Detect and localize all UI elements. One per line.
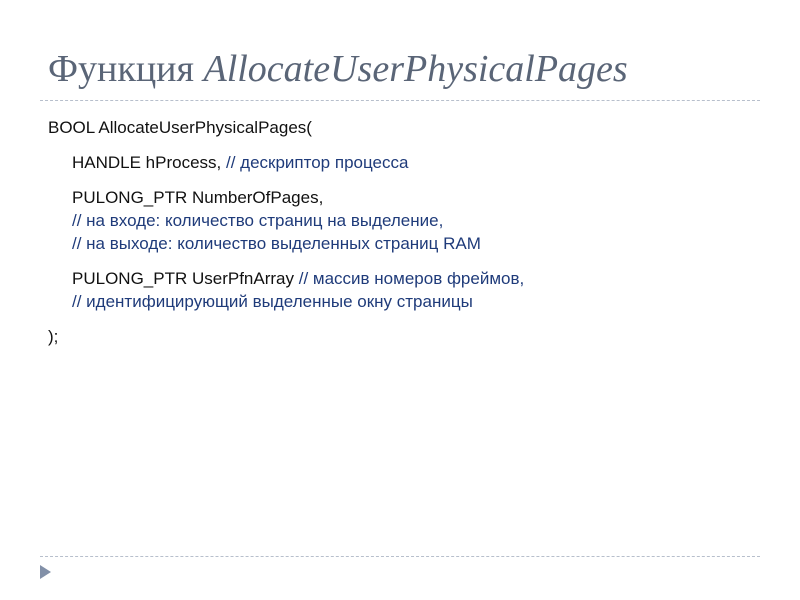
param-userpfnarray bbox=[48, 267, 524, 290]
param3-comment-line2-row bbox=[48, 290, 524, 313]
param-hprocess bbox=[48, 151, 524, 174]
closing-paren-row bbox=[48, 325, 524, 348]
top-divider bbox=[40, 100, 760, 101]
param3-declaration: PULONG_PTR UserPfnArray bbox=[72, 269, 299, 288]
function-signature bbox=[48, 116, 524, 139]
param1-declaration: HANDLE hProcess, bbox=[72, 153, 226, 172]
bottom-divider bbox=[40, 556, 760, 557]
param2-comment-line1-row bbox=[48, 209, 524, 232]
param3-comment-line1: // массив номеров фреймов, bbox=[298, 269, 525, 288]
param2-declaration: PULONG_PTR NumberOfPages, bbox=[72, 188, 324, 207]
param-numberofpages bbox=[48, 186, 524, 209]
title-function-name: AllocateUserPhysicalPages bbox=[203, 48, 628, 90]
closing-paren: ); bbox=[48, 327, 59, 346]
triangle-right-icon[interactable] bbox=[40, 565, 51, 579]
param3-comment-line2: // идентифицирующий выделенные окну страницы bbox=[72, 292, 473, 311]
title-prefix: Функция bbox=[48, 48, 204, 90]
param2-comment-line2-row bbox=[48, 232, 524, 255]
code-block bbox=[48, 116, 524, 348]
param2-comment-line2: // на выходе: количество выделенных страниц RAM bbox=[72, 234, 481, 253]
param2-comment-line1: // на входе: количество страниц на выделение, bbox=[72, 211, 444, 230]
param1-comment: // дескриптор процесса bbox=[226, 153, 409, 172]
slide-title bbox=[48, 50, 628, 88]
signature-text: BOOL AllocateUserPhysicalPages( bbox=[48, 118, 312, 137]
